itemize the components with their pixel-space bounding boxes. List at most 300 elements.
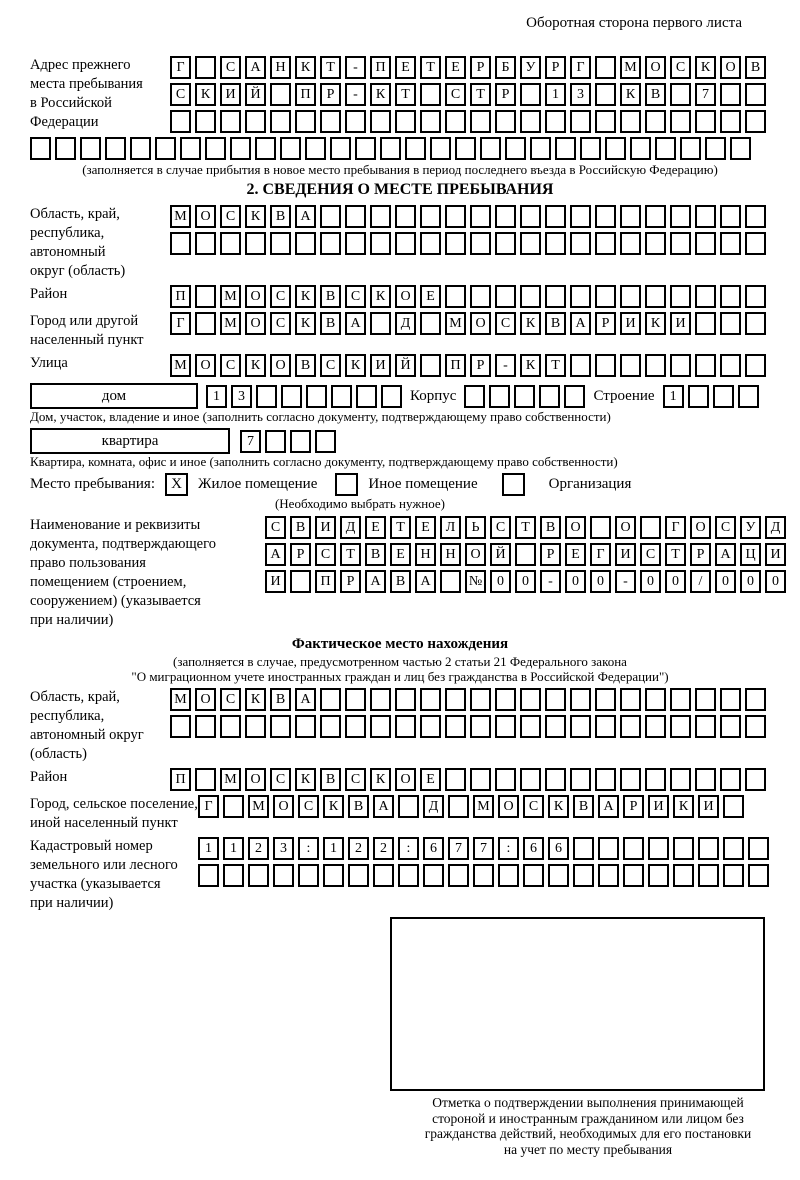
char-box: В: [270, 688, 291, 711]
char-box: Ц: [740, 543, 761, 566]
char-box: С: [640, 543, 661, 566]
char-box: Р: [540, 543, 561, 566]
text-line: гражданства действий, необходимых для его постановки: [424, 1126, 752, 1141]
char-box: [705, 137, 726, 160]
char-box: [495, 768, 516, 791]
text-line: населенный пункт: [30, 332, 144, 348]
char-box: В: [320, 768, 341, 791]
char-box: [245, 232, 266, 255]
char-box: [395, 110, 416, 133]
char-box: П: [445, 354, 466, 377]
char-box: М: [170, 354, 191, 377]
char-box: [670, 688, 691, 711]
char-box: [673, 864, 694, 887]
char-box: [290, 570, 311, 593]
char-box: [573, 837, 594, 860]
text-line: автономный: [30, 244, 106, 260]
char-box: А: [295, 688, 316, 711]
char-box: О: [395, 768, 416, 791]
char-box: [445, 110, 466, 133]
text-line: места пребывания: [30, 76, 143, 92]
char-box: Т: [390, 516, 411, 539]
char-box: [545, 232, 566, 255]
document-block: [30, 516, 781, 630]
char-box: [320, 205, 341, 228]
char-box: [345, 715, 366, 738]
char-box: 0: [515, 570, 536, 593]
char-box: [448, 864, 469, 887]
char-box: О: [245, 768, 266, 791]
actual-district-label: Район: [30, 769, 68, 785]
char-box: И: [370, 354, 391, 377]
char-box: [645, 110, 666, 133]
char-box: [220, 232, 241, 255]
char-box: [420, 354, 441, 377]
actual-region-row-1: [170, 688, 766, 711]
char-box: [195, 312, 216, 335]
char-box: Р: [470, 56, 491, 79]
char-box: Р: [290, 543, 311, 566]
char-box: [680, 137, 701, 160]
char-box: [420, 205, 441, 228]
char-box: Т: [340, 543, 361, 566]
char-box: [695, 205, 716, 228]
char-box: [195, 110, 216, 133]
char-box: Т: [420, 56, 441, 79]
text-line: Федерации: [30, 114, 99, 130]
char-box: [370, 110, 391, 133]
char-box: [345, 688, 366, 711]
char-box: [720, 83, 741, 106]
char-box: [223, 864, 244, 887]
house-type-box: дом: [30, 383, 198, 409]
char-box: [595, 232, 616, 255]
char-box: Т: [395, 83, 416, 106]
char-box: [345, 205, 366, 228]
char-box: [738, 385, 759, 408]
char-box: К: [323, 795, 344, 818]
text-line: Область, край,: [30, 206, 120, 222]
street-row: [170, 354, 766, 377]
text-line: помещением (строением,: [30, 574, 187, 590]
char-box: У: [520, 56, 541, 79]
char-box: [523, 864, 544, 887]
char-box: [420, 688, 441, 711]
char-box: С: [220, 688, 241, 711]
char-box: [645, 688, 666, 711]
char-box: Г: [665, 516, 686, 539]
stay-type-option-other: Иное помещение: [368, 476, 478, 492]
char-box: [645, 715, 666, 738]
text-line: республика,: [30, 225, 105, 241]
char-box: [745, 83, 766, 106]
char-box: [255, 137, 276, 160]
char-box: [398, 795, 419, 818]
char-box: [370, 688, 391, 711]
char-box: О: [195, 205, 216, 228]
char-box: -: [615, 570, 636, 593]
char-box: [170, 232, 191, 255]
char-box: [220, 110, 241, 133]
text-line: при наличии): [30, 895, 114, 911]
char-box: [645, 354, 666, 377]
char-box: 3: [273, 837, 294, 860]
char-box: [570, 205, 591, 228]
char-box: [420, 83, 441, 106]
char-box: [548, 864, 569, 887]
char-box: [223, 795, 244, 818]
char-box: Й: [395, 354, 416, 377]
char-box: И: [670, 312, 691, 335]
char-box: [445, 688, 466, 711]
char-box: 0: [490, 570, 511, 593]
stay-type-checkbox-residential: X: [165, 473, 188, 496]
char-box: И: [648, 795, 669, 818]
char-box: 1: [323, 837, 344, 860]
char-box: К: [345, 354, 366, 377]
char-box: -: [345, 56, 366, 79]
actual-city-label: [30, 795, 198, 833]
char-box: В: [745, 56, 766, 79]
text-line: Отметка о подтверждении выполнения принимающей: [432, 1095, 744, 1110]
char-box: С: [270, 768, 291, 791]
text-line: Область, край,: [30, 689, 120, 705]
char-box: У: [740, 516, 761, 539]
prev-address-row-4: [30, 137, 770, 160]
char-box: 1: [545, 83, 566, 106]
char-box: П: [170, 768, 191, 791]
char-box: [420, 110, 441, 133]
char-box: [670, 110, 691, 133]
char-box: В: [320, 285, 341, 308]
char-box: [723, 795, 744, 818]
char-box: К: [245, 688, 266, 711]
char-box: [520, 768, 541, 791]
char-box: [695, 285, 716, 308]
char-box: [670, 285, 691, 308]
char-box: И: [615, 543, 636, 566]
char-box: Т: [320, 56, 341, 79]
char-box: А: [570, 312, 591, 335]
char-box: [670, 232, 691, 255]
text-line: Город или другой: [30, 313, 139, 329]
char-box: [420, 715, 441, 738]
text-line: республика,: [30, 708, 105, 724]
char-box: П: [370, 56, 391, 79]
house-block: [30, 383, 770, 409]
text-line: при наличии): [30, 612, 114, 628]
char-box: Т: [545, 354, 566, 377]
char-box: 3: [231, 385, 252, 408]
char-box: К: [645, 312, 666, 335]
char-box: [305, 137, 326, 160]
char-box: [373, 864, 394, 887]
char-box: О: [720, 56, 741, 79]
char-box: [745, 110, 766, 133]
char-box: :: [298, 837, 319, 860]
char-box: О: [690, 516, 711, 539]
region-label: [30, 205, 170, 281]
char-box: [420, 312, 441, 335]
char-box: [248, 864, 269, 887]
char-box: [273, 864, 294, 887]
char-box: К: [548, 795, 569, 818]
char-box: [495, 205, 516, 228]
char-box: [220, 715, 241, 738]
char-box: Д: [423, 795, 444, 818]
char-box: [520, 285, 541, 308]
char-box: [130, 137, 151, 160]
char-box: [470, 232, 491, 255]
actual-city-row: [198, 795, 744, 818]
char-box: 2: [348, 837, 369, 860]
char-box: В: [645, 83, 666, 106]
char-box: [295, 715, 316, 738]
char-box: 2: [373, 837, 394, 860]
char-box: [545, 205, 566, 228]
actual-region-rows: [170, 688, 766, 738]
char-box: [105, 137, 126, 160]
char-box: [595, 715, 616, 738]
char-box: [265, 430, 286, 453]
char-box: Г: [170, 56, 191, 79]
house-number-row: [206, 385, 402, 408]
char-box: [720, 205, 741, 228]
char-box: [620, 688, 641, 711]
korpus-label: Корпус: [410, 388, 457, 404]
char-box: О: [245, 312, 266, 335]
char-box: [370, 715, 391, 738]
actual-location-note: [30, 654, 770, 684]
street-label: Улица: [30, 355, 68, 371]
stay-type-checkbox-other: [335, 473, 358, 496]
char-box: [545, 285, 566, 308]
stamp-note: [378, 1095, 798, 1157]
char-box: [520, 205, 541, 228]
char-box: А: [598, 795, 619, 818]
char-box: [695, 688, 716, 711]
char-box: [464, 385, 485, 408]
char-box: Г: [198, 795, 219, 818]
char-box: В: [348, 795, 369, 818]
char-box: [595, 56, 616, 79]
char-box: [648, 864, 669, 887]
char-box: Р: [320, 83, 341, 106]
city-block: [30, 312, 770, 350]
char-box: О: [498, 795, 519, 818]
char-box: 0: [765, 570, 786, 593]
char-box: [545, 768, 566, 791]
char-box: [720, 354, 741, 377]
char-box: С: [270, 285, 291, 308]
char-box: [520, 83, 541, 106]
char-box: 1: [223, 837, 244, 860]
char-box: [720, 715, 741, 738]
char-box: О: [195, 688, 216, 711]
char-box: К: [620, 83, 641, 106]
char-box: [270, 83, 291, 106]
char-box: /: [690, 570, 711, 593]
char-box: [470, 688, 491, 711]
char-box: [620, 232, 641, 255]
char-box: А: [295, 205, 316, 228]
char-box: [723, 837, 744, 860]
stamp-area: [390, 917, 765, 1091]
text-line: округ (область): [30, 263, 126, 279]
char-box: [720, 312, 741, 335]
char-box: [720, 768, 741, 791]
document-row-3: [265, 570, 786, 593]
char-box: С: [523, 795, 544, 818]
char-box: [445, 232, 466, 255]
char-box: [730, 137, 751, 160]
char-box: [620, 768, 641, 791]
char-box: [395, 715, 416, 738]
cadastral-row-1: [198, 837, 769, 860]
char-box: [445, 768, 466, 791]
char-box: [205, 137, 226, 160]
actual-region-label: [30, 688, 170, 764]
char-box: [620, 110, 641, 133]
char-box: [670, 354, 691, 377]
char-box: [695, 110, 716, 133]
char-box: №: [465, 570, 486, 593]
char-box: О: [615, 516, 636, 539]
char-box: [640, 516, 661, 539]
stay-type-option-organization: Организация: [548, 476, 632, 492]
char-box: [370, 312, 391, 335]
text-line: сооружением) (указывается: [30, 593, 201, 609]
char-box: [598, 864, 619, 887]
char-box: [381, 385, 402, 408]
char-box: [398, 864, 419, 887]
char-box: [545, 715, 566, 738]
char-box: [595, 83, 616, 106]
char-box: В: [390, 570, 411, 593]
char-box: [348, 864, 369, 887]
apartment-type-box: квартира: [30, 428, 230, 454]
char-box: 2: [248, 837, 269, 860]
char-box: [695, 715, 716, 738]
char-box: Р: [545, 56, 566, 79]
char-box: В: [573, 795, 594, 818]
char-box: А: [365, 570, 386, 593]
char-box: [440, 570, 461, 593]
char-box: [520, 715, 541, 738]
text-line: в Российской: [30, 95, 112, 111]
char-box: М: [220, 312, 241, 335]
char-box: [495, 715, 516, 738]
char-box: [480, 137, 501, 160]
korpus-row: [464, 385, 585, 408]
char-box: 1: [198, 837, 219, 860]
district-row: [170, 285, 766, 308]
char-box: М: [220, 768, 241, 791]
char-box: [745, 232, 766, 255]
char-box: [489, 385, 510, 408]
char-box: [570, 110, 591, 133]
char-box: В: [365, 543, 386, 566]
char-box: И: [265, 570, 286, 593]
char-box: Е: [390, 543, 411, 566]
char-box: [695, 354, 716, 377]
char-box: М: [248, 795, 269, 818]
char-box: В: [290, 516, 311, 539]
char-box: [281, 385, 302, 408]
char-box: [698, 864, 719, 887]
char-box: Б: [495, 56, 516, 79]
char-box: [80, 137, 101, 160]
char-box: [620, 354, 641, 377]
prev-address-rows: [170, 56, 766, 133]
char-box: В: [540, 516, 561, 539]
text-line: (заполняется в случае, предусмотренном частью 2 статьи 21 Федерального закона: [173, 654, 627, 669]
char-box: [748, 864, 769, 887]
char-box: К: [370, 285, 391, 308]
district-block: [30, 285, 770, 308]
stay-type-option-residential: Жилое помещение: [198, 476, 318, 492]
char-box: М: [220, 285, 241, 308]
char-box: [595, 768, 616, 791]
char-box: Н: [440, 543, 461, 566]
char-box: [470, 205, 491, 228]
char-box: [315, 430, 336, 453]
char-box: [495, 232, 516, 255]
char-box: [695, 312, 716, 335]
stay-type-label: Место пребывания:: [30, 476, 155, 492]
char-box: Р: [623, 795, 644, 818]
char-box: -: [345, 83, 366, 106]
text-line: на учет по месту пребывания: [503, 1141, 673, 1157]
char-box: К: [520, 354, 541, 377]
char-box: [570, 715, 591, 738]
char-box: О: [245, 285, 266, 308]
char-box: С: [445, 83, 466, 106]
char-box: [195, 715, 216, 738]
char-box: К: [295, 285, 316, 308]
char-box: К: [295, 768, 316, 791]
stay-type-block: [30, 473, 770, 496]
char-box: [270, 232, 291, 255]
char-box: [280, 137, 301, 160]
char-box: С: [670, 56, 691, 79]
char-box: [745, 688, 766, 711]
char-box: [473, 864, 494, 887]
char-box: М: [170, 688, 191, 711]
char-box: М: [473, 795, 494, 818]
char-box: Д: [340, 516, 361, 539]
apartment-note: Квартира, комната, офис и иное (заполнить согласно документу, подтверждающему право собственности): [30, 454, 618, 469]
region-row-1: [170, 205, 766, 228]
actual-district-row: [170, 768, 766, 791]
char-box: [306, 385, 327, 408]
char-box: В: [295, 354, 316, 377]
char-box: Н: [270, 56, 291, 79]
char-box: И: [315, 516, 336, 539]
char-box: [630, 137, 651, 160]
char-box: [670, 83, 691, 106]
char-box: [230, 137, 251, 160]
char-box: [595, 205, 616, 228]
char-box: [445, 715, 466, 738]
char-box: [155, 137, 176, 160]
char-box: [720, 110, 741, 133]
char-box: [623, 864, 644, 887]
char-box: [745, 285, 766, 308]
char-box: [30, 137, 51, 160]
char-box: [270, 715, 291, 738]
char-box: Н: [415, 543, 436, 566]
